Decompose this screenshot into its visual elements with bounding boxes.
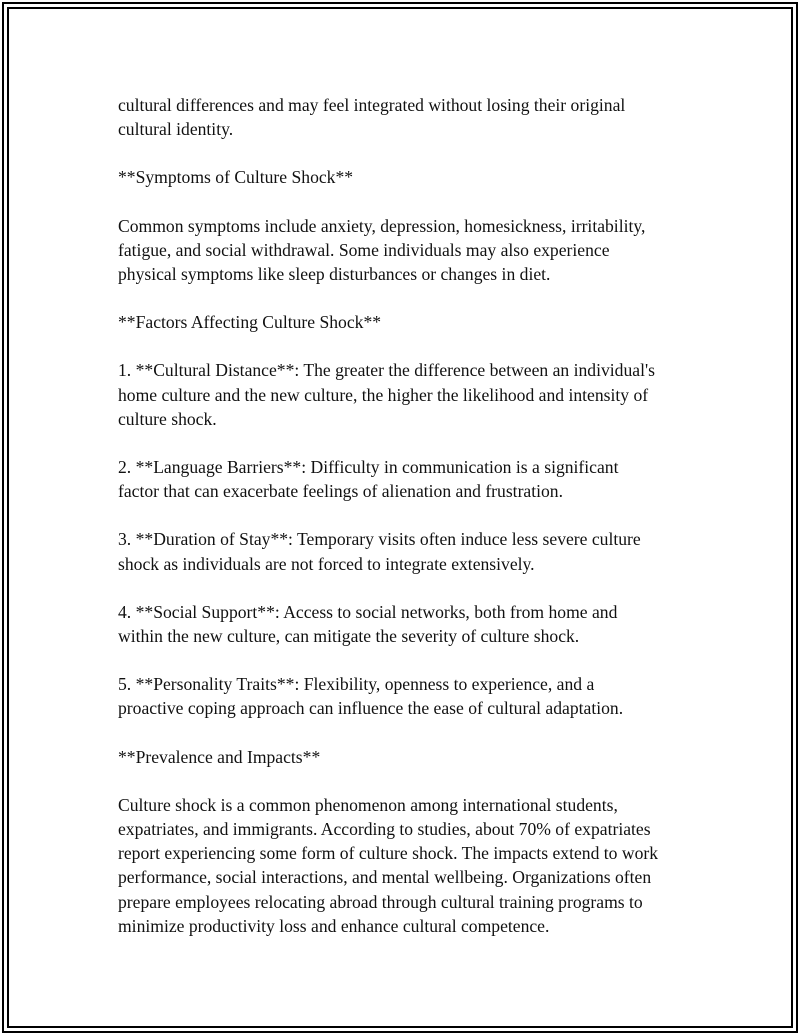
heading-factors: **Factors Affecting Culture Shock**	[118, 312, 382, 333]
list-item-personality-traits: 5. **Personality Traits**: Flexibility, openness to experience, and a proactive coping approach can influence the ease of cultural adaptation.	[118, 674, 624, 719]
list-item-duration-of-stay: 3. **Duration of Stay**: Temporary visits often induce less severe culture shock as individuals are not forced to integrate extensively.	[118, 529, 641, 574]
list-item-social-support: 4. **Social Support**: Access to social networks, both from home and within the new culture, can mitigate the severity of culture shock.	[118, 601, 618, 647]
paragraph-prevalence: Culture shock is a common phenomenon among international students, expatriates, and immigrants. According to studies, about 70% of expatriates report experiencing some form of culture shock. The impacts extend to work performance, social interactions, and mental wellbeing. Organizations often prepare employees relocating abroad through cultural training programs to minimize productivity loss and enhance cultural competence.	[118, 794, 659, 936]
paragraph-symptoms: Common symptoms include anxiety, depression, homesickness, irritability, fatigue, and social withdrawal. Some individuals may also experience physical symptoms like sleep disturbances or changes in diet.	[118, 215, 646, 285]
heading-symptoms: **Symptoms of Culture Shock**	[118, 167, 354, 188]
paragraph-continuation: cultural differences and may feel integrated without losing their original cultural identity.	[118, 95, 626, 140]
heading-prevalence: **Prevalence and Impacts**	[118, 746, 321, 767]
list-item-cultural-distance: 1. **Cultural Distance**: The greater the difference between an individual's home culture and the new culture, the higher the likelihood and intensity of culture shock.	[118, 360, 655, 429]
list-item-language-barriers: 2. **Language Barriers**: Difficulty in communication is a significant factor that can exacerbate feelings of alienation and frustration.	[118, 457, 619, 502]
document-body	[118, 93, 698, 962]
